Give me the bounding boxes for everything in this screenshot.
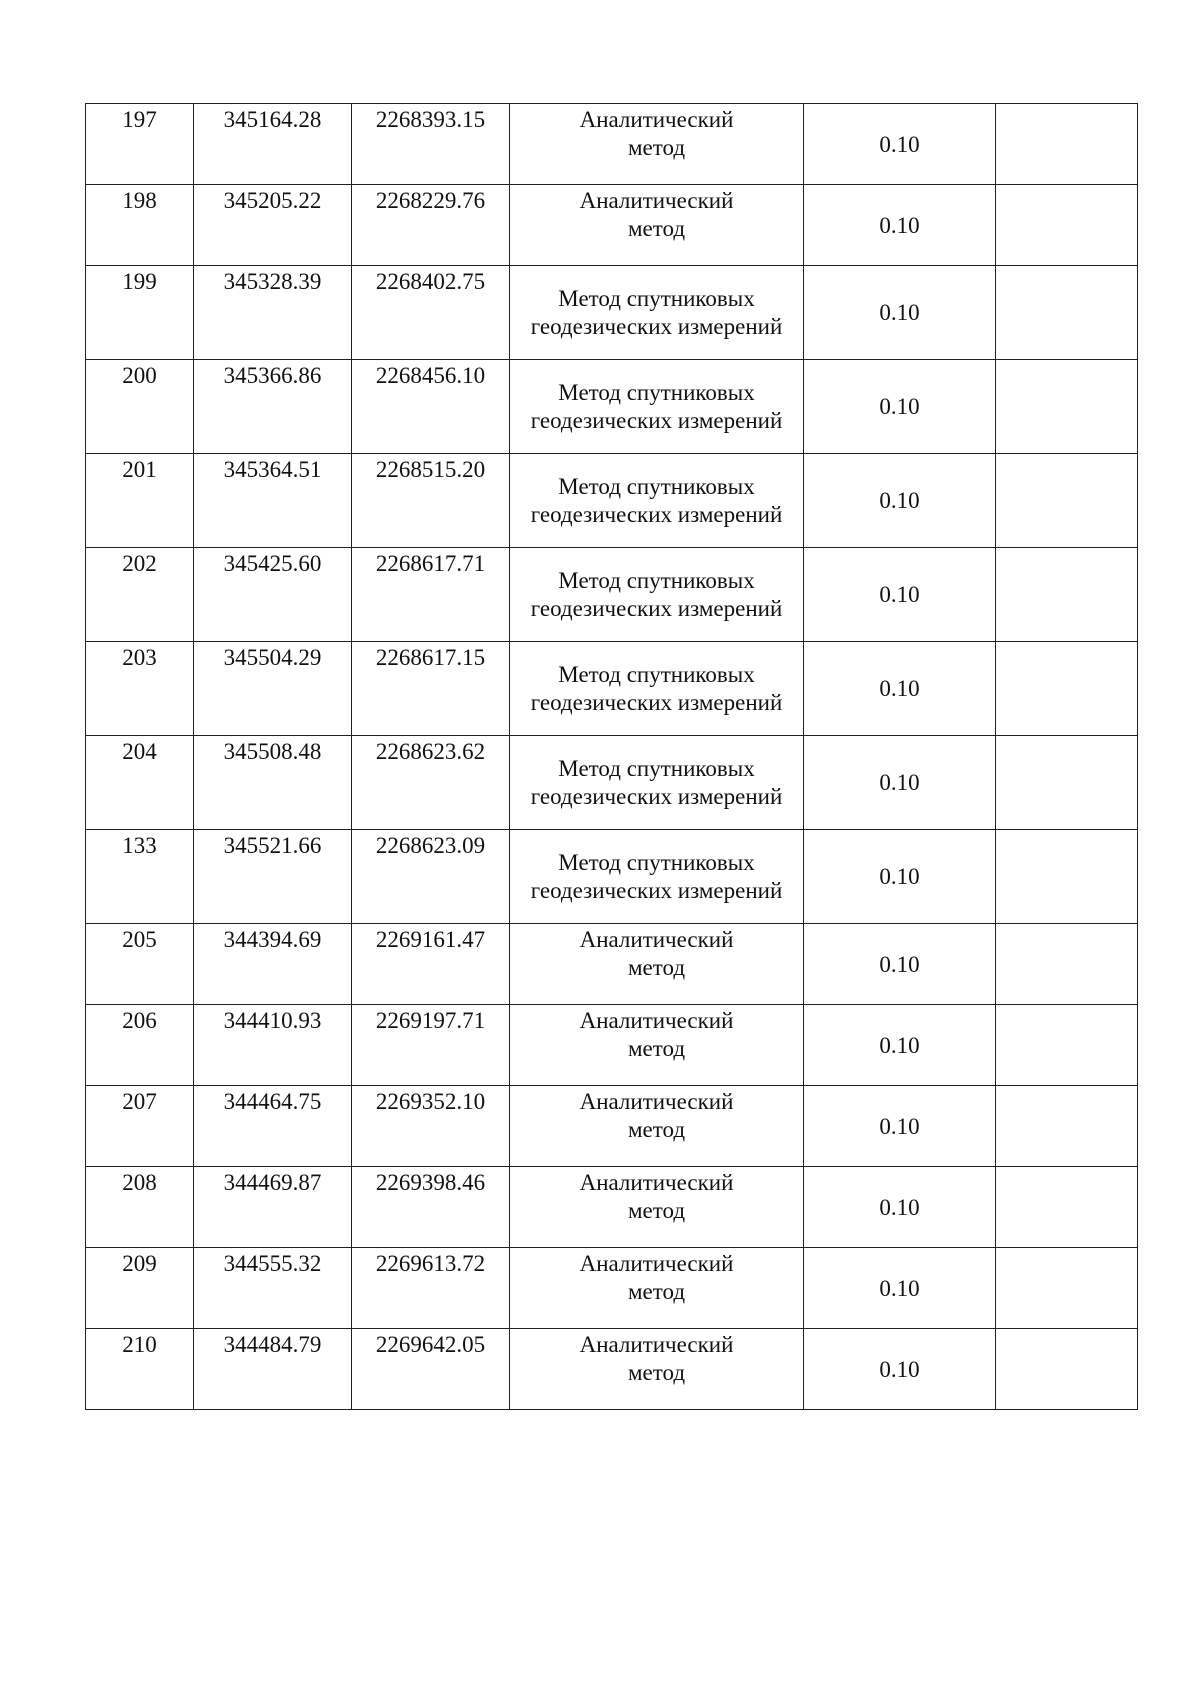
method-line-2: геодезических измерений	[530, 783, 783, 809]
method-cell	[510, 104, 804, 185]
y-coordinate-cell: 2268617.15	[352, 642, 510, 736]
method-cell	[510, 548, 804, 642]
y-coordinate-cell: 2268402.75	[352, 266, 510, 360]
x-coordinate-cell: 344469.87	[194, 1167, 352, 1248]
precision-cell: 0.10	[804, 185, 996, 266]
method-line-1: Аналитический	[579, 1251, 734, 1276]
table-row	[86, 185, 1138, 266]
method-line-1: Метод спутниковых	[558, 661, 755, 687]
precision-cell: 0.10	[804, 454, 996, 548]
y-coordinate-cell: 2268393.15	[352, 104, 510, 185]
note-cell	[996, 454, 1138, 548]
note-cell	[996, 1248, 1138, 1329]
x-coordinate-cell: 345164.28	[194, 104, 352, 185]
point-number-cell: 209	[86, 1248, 194, 1329]
method-line-1: Аналитический	[579, 1089, 734, 1114]
x-coordinate-cell: 345504.29	[194, 642, 352, 736]
table-row	[86, 266, 1138, 360]
precision-cell: 0.10	[804, 1248, 996, 1329]
x-coordinate-cell: 345328.39	[194, 266, 352, 360]
table-row	[86, 548, 1138, 642]
x-coordinate-cell: 344464.75	[194, 1086, 352, 1167]
method-line-2: метод	[627, 1198, 686, 1223]
note-cell	[996, 1086, 1138, 1167]
table-row	[86, 736, 1138, 830]
table-row	[86, 1167, 1138, 1248]
method-cell	[510, 1329, 804, 1410]
table-row	[86, 1329, 1138, 1410]
table-row	[86, 454, 1138, 548]
note-cell	[996, 1167, 1138, 1248]
precision-cell: 0.10	[804, 642, 996, 736]
point-number-cell: 203	[86, 642, 194, 736]
note-cell	[996, 266, 1138, 360]
method-cell	[510, 642, 804, 736]
table-row	[86, 1086, 1138, 1167]
note-cell	[996, 924, 1138, 1005]
precision-cell: 0.10	[804, 266, 996, 360]
method-line-2: метод	[627, 1036, 686, 1061]
method-line-1: Метод спутниковых	[558, 379, 755, 405]
method-cell	[510, 1248, 804, 1329]
x-coordinate-cell: 345521.66	[194, 830, 352, 924]
point-number-cell: 200	[86, 360, 194, 454]
x-coordinate-cell: 345366.86	[194, 360, 352, 454]
precision-cell: 0.10	[804, 736, 996, 830]
point-number-cell: 207	[86, 1086, 194, 1167]
y-coordinate-cell: 2269197.71	[352, 1005, 510, 1086]
precision-cell: 0.10	[804, 1167, 996, 1248]
point-number-cell: 201	[86, 454, 194, 548]
method-cell	[510, 185, 804, 266]
x-coordinate-cell: 344555.32	[194, 1248, 352, 1329]
y-coordinate-cell: 2269642.05	[352, 1329, 510, 1410]
x-coordinate-cell: 345425.60	[194, 548, 352, 642]
note-cell	[996, 360, 1138, 454]
note-cell	[996, 185, 1138, 266]
x-coordinate-cell: 344410.93	[194, 1005, 352, 1086]
precision-cell: 0.10	[804, 548, 996, 642]
method-line-1: Аналитический	[579, 1008, 734, 1033]
method-cell	[510, 266, 804, 360]
point-number-cell: 202	[86, 548, 194, 642]
note-cell	[996, 736, 1138, 830]
method-line-1: Метод спутниковых	[558, 473, 755, 499]
method-line-1: Аналитический	[579, 1332, 734, 1357]
method-line-1: Аналитический	[579, 107, 734, 132]
precision-cell: 0.10	[804, 1005, 996, 1086]
table-row	[86, 642, 1138, 736]
precision-cell: 0.10	[804, 360, 996, 454]
y-coordinate-cell: 2268229.76	[352, 185, 510, 266]
y-coordinate-cell: 2268456.10	[352, 360, 510, 454]
method-cell	[510, 736, 804, 830]
precision-cell: 0.10	[804, 1086, 996, 1167]
method-line-1: Метод спутниковых	[558, 285, 755, 311]
method-line-2: геодезических измерений	[530, 595, 783, 621]
y-coordinate-cell: 2268617.71	[352, 548, 510, 642]
table-row	[86, 104, 1138, 185]
method-line-1: Аналитический	[579, 1170, 734, 1195]
note-cell	[996, 548, 1138, 642]
table-row	[86, 830, 1138, 924]
x-coordinate-cell: 345205.22	[194, 185, 352, 266]
method-line-1: Метод спутниковых	[558, 849, 755, 875]
method-cell	[510, 454, 804, 548]
method-line-2: метод	[627, 1117, 686, 1142]
method-line-2: геодезических измерений	[530, 407, 783, 433]
note-cell	[996, 1329, 1138, 1410]
table-row	[86, 1248, 1138, 1329]
method-cell	[510, 360, 804, 454]
point-number-cell: 199	[86, 266, 194, 360]
method-line-2: геодезических измерений	[530, 313, 783, 339]
x-coordinate-cell: 344394.69	[194, 924, 352, 1005]
y-coordinate-cell: 2269398.46	[352, 1167, 510, 1248]
method-line-1: Аналитический	[579, 927, 734, 952]
table-row	[86, 924, 1138, 1005]
point-number-cell: 198	[86, 185, 194, 266]
method-line-1: Аналитический	[579, 188, 734, 213]
note-cell	[996, 642, 1138, 736]
y-coordinate-cell: 2268623.62	[352, 736, 510, 830]
method-line-2: геодезических измерений	[530, 877, 783, 903]
point-number-cell: 197	[86, 104, 194, 185]
y-coordinate-cell: 2269161.47	[352, 924, 510, 1005]
point-number-cell: 205	[86, 924, 194, 1005]
precision-cell: 0.10	[804, 830, 996, 924]
method-cell	[510, 1086, 804, 1167]
method-line-1: Метод спутниковых	[558, 567, 755, 593]
point-number-cell: 210	[86, 1329, 194, 1410]
method-cell	[510, 1005, 804, 1086]
y-coordinate-cell: 2268515.20	[352, 454, 510, 548]
method-line-2: метод	[627, 216, 686, 241]
method-cell	[510, 1167, 804, 1248]
point-number-cell: 133	[86, 830, 194, 924]
point-number-cell: 208	[86, 1167, 194, 1248]
table-row	[86, 360, 1138, 454]
precision-cell: 0.10	[804, 924, 996, 1005]
x-coordinate-cell: 345364.51	[194, 454, 352, 548]
y-coordinate-cell: 2269352.10	[352, 1086, 510, 1167]
method-line-2: метод	[627, 135, 686, 160]
method-line-2: геодезических измерений	[530, 501, 783, 527]
method-line-1: Метод спутниковых	[558, 755, 755, 781]
note-cell	[996, 1005, 1138, 1086]
note-cell	[996, 104, 1138, 185]
coordinates-table-body	[86, 104, 1138, 1410]
y-coordinate-cell: 2268623.09	[352, 830, 510, 924]
precision-cell: 0.10	[804, 1329, 996, 1410]
coordinates-table	[85, 103, 1138, 1410]
point-number-cell: 204	[86, 736, 194, 830]
method-line-2: метод	[627, 1360, 686, 1385]
note-cell	[996, 830, 1138, 924]
method-cell	[510, 924, 804, 1005]
point-number-cell: 206	[86, 1005, 194, 1086]
table-row	[86, 1005, 1138, 1086]
method-line-2: метод	[627, 955, 686, 980]
method-line-2: метод	[627, 1279, 686, 1304]
method-cell	[510, 830, 804, 924]
x-coordinate-cell: 344484.79	[194, 1329, 352, 1410]
x-coordinate-cell: 345508.48	[194, 736, 352, 830]
y-coordinate-cell: 2269613.72	[352, 1248, 510, 1329]
method-line-2: геодезических измерений	[530, 689, 783, 715]
precision-cell: 0.10	[804, 104, 996, 185]
